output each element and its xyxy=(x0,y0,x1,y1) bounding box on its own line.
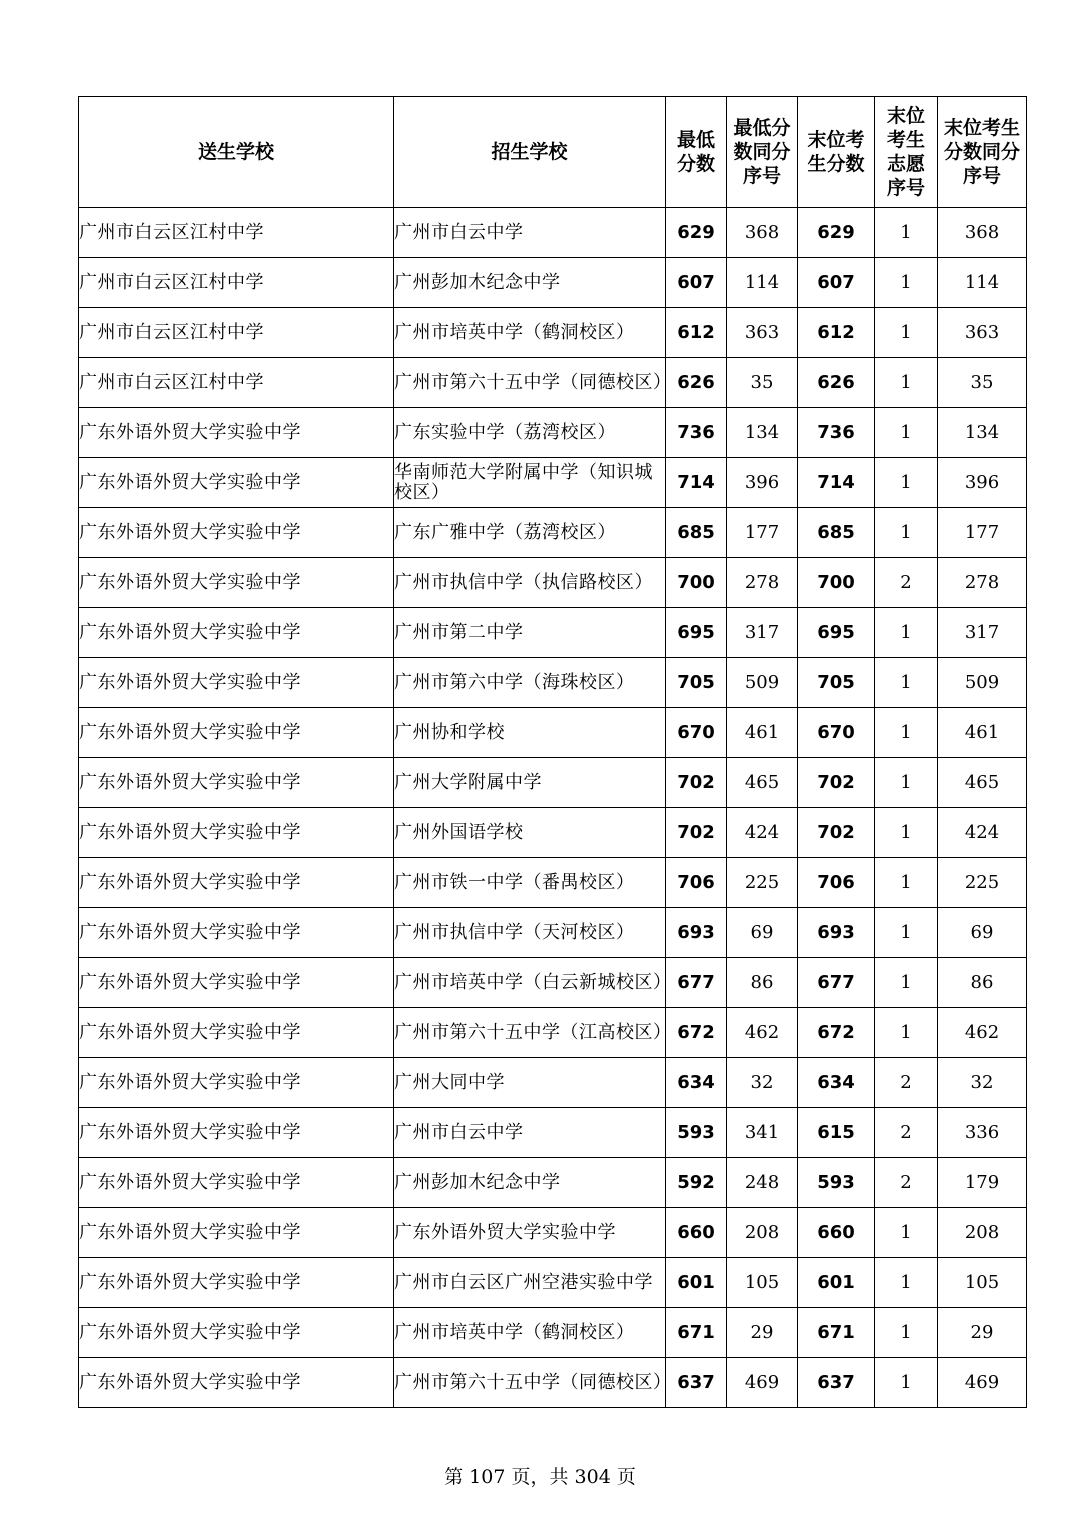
cell-sender-school: 广东外语外贸大学实验中学 xyxy=(79,1008,394,1058)
cell-sender-school: 广东外语外贸大学实验中学 xyxy=(79,508,394,558)
cell-min-score-rank: 317 xyxy=(727,608,798,658)
cell-last-preference: 1 xyxy=(875,708,938,758)
cell-last-score: 629 xyxy=(798,208,875,258)
table-row xyxy=(79,408,1027,458)
cell-min-score-rank: 208 xyxy=(727,1208,798,1258)
cell-last-score: 700 xyxy=(798,558,875,608)
cell-last-score: 607 xyxy=(798,258,875,308)
cell-recruiting-school: 广州市培英中学（白云新城校区） xyxy=(394,958,666,1008)
cell-recruiting-school: 广州外国语学校 xyxy=(394,808,666,858)
cell-recruiting-school: 广州市第六十五中学（同德校区） xyxy=(394,1358,666,1408)
cell-last-preference: 1 xyxy=(875,658,938,708)
cell-min-score: 705 xyxy=(666,658,727,708)
cell-last-preference: 1 xyxy=(875,1258,938,1308)
table-row xyxy=(79,658,1027,708)
cell-min-score-rank: 509 xyxy=(727,658,798,708)
cell-recruiting-school: 广州市白云中学 xyxy=(394,1108,666,1158)
cell-last-score: 615 xyxy=(798,1108,875,1158)
cell-min-score: 660 xyxy=(666,1208,727,1258)
cell-min-score-rank: 29 xyxy=(727,1308,798,1358)
cell-last-preference: 1 xyxy=(875,208,938,258)
cell-min-score-rank: 177 xyxy=(727,508,798,558)
cell-last-score-rank: 29 xyxy=(938,1308,1027,1358)
table-row xyxy=(79,708,1027,758)
cell-last-score: 677 xyxy=(798,958,875,1008)
cell-recruiting-school: 广东实验中学（荔湾校区） xyxy=(394,408,666,458)
cell-min-score: 612 xyxy=(666,308,727,358)
cell-recruiting-school: 华南师范大学附属中学（知识城校区） xyxy=(394,458,666,508)
table-row xyxy=(79,258,1027,308)
cell-last-score: 671 xyxy=(798,1308,875,1358)
cell-recruiting-school: 广州大同中学 xyxy=(394,1058,666,1108)
cell-min-score: 629 xyxy=(666,208,727,258)
cell-last-score-rank: 179 xyxy=(938,1158,1027,1208)
cell-recruiting-school: 广州市执信中学（天河校区） xyxy=(394,908,666,958)
cell-last-score-rank: 105 xyxy=(938,1258,1027,1308)
cell-last-preference: 1 xyxy=(875,258,938,308)
cell-min-score-rank: 134 xyxy=(727,408,798,458)
header-min-score: 最低分数 xyxy=(666,97,727,208)
cell-last-score: 702 xyxy=(798,758,875,808)
cell-last-score-rank: 363 xyxy=(938,308,1027,358)
cell-recruiting-school: 广州市第六中学（海珠校区） xyxy=(394,658,666,708)
cell-min-score: 670 xyxy=(666,708,727,758)
cell-last-score: 685 xyxy=(798,508,875,558)
table-row xyxy=(79,1108,1027,1158)
cell-last-preference: 2 xyxy=(875,1108,938,1158)
table-row xyxy=(79,858,1027,908)
cell-sender-school: 广东外语外贸大学实验中学 xyxy=(79,608,394,658)
cell-min-score: 695 xyxy=(666,608,727,658)
cell-last-preference: 1 xyxy=(875,1208,938,1258)
cell-sender-school: 广东外语外贸大学实验中学 xyxy=(79,908,394,958)
table-row xyxy=(79,758,1027,808)
cell-last-preference: 1 xyxy=(875,1308,938,1358)
cell-recruiting-school: 广州大学附属中学 xyxy=(394,758,666,808)
cell-last-score: 626 xyxy=(798,358,875,408)
cell-sender-school: 广东外语外贸大学实验中学 xyxy=(79,1058,394,1108)
cell-sender-school: 广东外语外贸大学实验中学 xyxy=(79,1308,394,1358)
cell-sender-school: 广东外语外贸大学实验中学 xyxy=(79,458,394,508)
page-footer: 第 107 页，共 304 页 xyxy=(444,1466,636,1488)
cell-last-score-rank: 424 xyxy=(938,808,1027,858)
cell-sender-school: 广州市白云区江村中学 xyxy=(79,358,394,408)
cell-last-preference: 2 xyxy=(875,1058,938,1108)
cell-min-score: 700 xyxy=(666,558,727,608)
cell-min-score: 702 xyxy=(666,758,727,808)
cell-last-preference: 1 xyxy=(875,1008,938,1058)
cell-min-score: 702 xyxy=(666,808,727,858)
cell-min-score: 607 xyxy=(666,258,727,308)
cell-min-score-rank: 341 xyxy=(727,1108,798,1158)
cell-min-score-rank: 278 xyxy=(727,558,798,608)
cell-min-score-rank: 396 xyxy=(727,458,798,508)
cell-min-score: 706 xyxy=(666,858,727,908)
cell-last-preference: 1 xyxy=(875,808,938,858)
cell-last-score-rank: 225 xyxy=(938,858,1027,908)
header-sender-school: 送生学校 xyxy=(79,97,394,208)
cell-min-score: 672 xyxy=(666,1008,727,1058)
table-row xyxy=(79,1358,1027,1408)
table-row xyxy=(79,1158,1027,1208)
cell-min-score-rank: 35 xyxy=(727,358,798,408)
header-min-score-rank: 最低分数同分序号 xyxy=(727,97,798,208)
cell-last-preference: 1 xyxy=(875,1358,938,1408)
cell-min-score-rank: 363 xyxy=(727,308,798,358)
cell-min-score-rank: 248 xyxy=(727,1158,798,1208)
table-row xyxy=(79,1208,1027,1258)
cell-last-score-rank: 69 xyxy=(938,908,1027,958)
cell-recruiting-school: 广州协和学校 xyxy=(394,708,666,758)
cell-last-preference: 1 xyxy=(875,408,938,458)
table-body xyxy=(79,208,1027,1408)
cell-min-score-rank: 86 xyxy=(727,958,798,1008)
table-row xyxy=(79,608,1027,658)
cell-last-score: 695 xyxy=(798,608,875,658)
cell-min-score-rank: 424 xyxy=(727,808,798,858)
table-row xyxy=(79,358,1027,408)
cell-min-score-rank: 114 xyxy=(727,258,798,308)
cell-sender-school: 广东外语外贸大学实验中学 xyxy=(79,658,394,708)
cell-min-score-rank: 225 xyxy=(727,858,798,908)
cell-min-score-rank: 462 xyxy=(727,1008,798,1058)
table-row xyxy=(79,508,1027,558)
cell-last-score-rank: 396 xyxy=(938,458,1027,508)
cell-sender-school: 广东外语外贸大学实验中学 xyxy=(79,408,394,458)
cell-recruiting-school: 广州市第六十五中学（江高校区） xyxy=(394,1008,666,1058)
cell-last-score-rank: 509 xyxy=(938,658,1027,708)
cell-last-preference: 1 xyxy=(875,608,938,658)
cell-sender-school: 广州市白云区江村中学 xyxy=(79,208,394,258)
cell-last-score-rank: 32 xyxy=(938,1058,1027,1108)
cell-last-score: 634 xyxy=(798,1058,875,1108)
cell-min-score-rank: 469 xyxy=(727,1358,798,1408)
cell-last-score-rank: 86 xyxy=(938,958,1027,1008)
header-last-preference: 末位考生志愿序号 xyxy=(875,97,938,208)
cell-sender-school: 广东外语外贸大学实验中学 xyxy=(79,1208,394,1258)
cell-last-score-rank: 278 xyxy=(938,558,1027,608)
table-row xyxy=(79,808,1027,858)
cell-sender-school: 广东外语外贸大学实验中学 xyxy=(79,758,394,808)
cell-sender-school: 广东外语外贸大学实验中学 xyxy=(79,558,394,608)
cell-recruiting-school: 广州市铁一中学（番禺校区） xyxy=(394,858,666,908)
cell-min-score-rank: 465 xyxy=(727,758,798,808)
cell-last-score: 612 xyxy=(798,308,875,358)
cell-sender-school: 广东外语外贸大学实验中学 xyxy=(79,958,394,1008)
header-recruiting-school: 招生学校 xyxy=(394,97,666,208)
cell-recruiting-school: 广州市第二中学 xyxy=(394,608,666,658)
cell-recruiting-school: 广州市执信中学（执信路校区） xyxy=(394,558,666,608)
cell-sender-school: 广州市白云区江村中学 xyxy=(79,258,394,308)
table-row xyxy=(79,1058,1027,1108)
cell-min-score-rank: 32 xyxy=(727,1058,798,1108)
admission-score-table xyxy=(78,96,1027,1408)
cell-last-score: 736 xyxy=(798,408,875,458)
cell-last-score: 693 xyxy=(798,908,875,958)
cell-last-score-rank: 35 xyxy=(938,358,1027,408)
table-row xyxy=(79,1008,1027,1058)
cell-last-score: 593 xyxy=(798,1158,875,1208)
table-header-row xyxy=(79,97,1027,208)
cell-sender-school: 广州市白云区江村中学 xyxy=(79,308,394,358)
cell-last-score: 672 xyxy=(798,1008,875,1058)
cell-last-preference: 1 xyxy=(875,508,938,558)
table-row xyxy=(79,1258,1027,1308)
cell-sender-school: 广东外语外贸大学实验中学 xyxy=(79,808,394,858)
cell-last-preference: 1 xyxy=(875,858,938,908)
cell-last-score-rank: 469 xyxy=(938,1358,1027,1408)
cell-recruiting-school: 广东广雅中学（荔湾校区） xyxy=(394,508,666,558)
cell-min-score: 626 xyxy=(666,358,727,408)
table-row xyxy=(79,308,1027,358)
cell-sender-school: 广东外语外贸大学实验中学 xyxy=(79,858,394,908)
table-row xyxy=(79,1308,1027,1358)
cell-last-score: 660 xyxy=(798,1208,875,1258)
cell-min-score-rank: 105 xyxy=(727,1258,798,1308)
cell-last-score-rank: 461 xyxy=(938,708,1027,758)
cell-min-score: 593 xyxy=(666,1108,727,1158)
cell-min-score-rank: 368 xyxy=(727,208,798,258)
cell-last-score-rank: 208 xyxy=(938,1208,1027,1258)
cell-last-score-rank: 317 xyxy=(938,608,1027,658)
table-row xyxy=(79,458,1027,508)
cell-last-score-rank: 336 xyxy=(938,1108,1027,1158)
cell-recruiting-school: 广州市白云区广州空港实验中学 xyxy=(394,1258,666,1308)
table-row xyxy=(79,958,1027,1008)
cell-last-preference: 2 xyxy=(875,1158,938,1208)
cell-min-score: 685 xyxy=(666,508,727,558)
cell-min-score: 592 xyxy=(666,1158,727,1208)
cell-last-preference: 1 xyxy=(875,958,938,1008)
cell-last-score: 705 xyxy=(798,658,875,708)
cell-last-score-rank: 368 xyxy=(938,208,1027,258)
cell-last-score: 706 xyxy=(798,858,875,908)
cell-last-score-rank: 462 xyxy=(938,1008,1027,1058)
header-last-score-rank: 末位考生分数同分序号 xyxy=(938,97,1027,208)
cell-last-preference: 1 xyxy=(875,758,938,808)
table-row xyxy=(79,908,1027,958)
cell-recruiting-school: 广州市培英中学（鹤洞校区） xyxy=(394,1308,666,1358)
cell-min-score-rank: 461 xyxy=(727,708,798,758)
cell-last-score: 702 xyxy=(798,808,875,858)
cell-last-score: 601 xyxy=(798,1258,875,1308)
cell-last-score-rank: 114 xyxy=(938,258,1027,308)
cell-last-score: 637 xyxy=(798,1358,875,1408)
cell-last-preference: 1 xyxy=(875,308,938,358)
cell-last-preference: 1 xyxy=(875,458,938,508)
cell-recruiting-school: 广州彭加木纪念中学 xyxy=(394,1158,666,1208)
cell-min-score: 601 xyxy=(666,1258,727,1308)
cell-recruiting-school: 广州市白云中学 xyxy=(394,208,666,258)
cell-sender-school: 广东外语外贸大学实验中学 xyxy=(79,1358,394,1408)
cell-sender-school: 广东外语外贸大学实验中学 xyxy=(79,1108,394,1158)
cell-last-score-rank: 134 xyxy=(938,408,1027,458)
cell-last-preference: 1 xyxy=(875,908,938,958)
cell-recruiting-school: 广州彭加木纪念中学 xyxy=(394,258,666,308)
cell-last-score-rank: 465 xyxy=(938,758,1027,808)
cell-min-score: 671 xyxy=(666,1308,727,1358)
cell-min-score: 637 xyxy=(666,1358,727,1408)
cell-last-score-rank: 177 xyxy=(938,508,1027,558)
cell-last-preference: 2 xyxy=(875,558,938,608)
table-row xyxy=(79,208,1027,258)
cell-last-preference: 1 xyxy=(875,358,938,408)
cell-sender-school: 广东外语外贸大学实验中学 xyxy=(79,1158,394,1208)
cell-recruiting-school: 广州市培英中学（鹤洞校区） xyxy=(394,308,666,358)
table-row xyxy=(79,558,1027,608)
cell-min-score: 736 xyxy=(666,408,727,458)
cell-sender-school: 广东外语外贸大学实验中学 xyxy=(79,708,394,758)
cell-min-score: 714 xyxy=(666,458,727,508)
cell-min-score: 693 xyxy=(666,908,727,958)
cell-last-score: 670 xyxy=(798,708,875,758)
cell-min-score: 634 xyxy=(666,1058,727,1108)
cell-last-score: 714 xyxy=(798,458,875,508)
header-last-score: 末位考生分数 xyxy=(798,97,875,208)
cell-min-score-rank: 69 xyxy=(727,908,798,958)
cell-recruiting-school: 广州市第六十五中学（同德校区） xyxy=(394,358,666,408)
cell-min-score: 677 xyxy=(666,958,727,1008)
cell-sender-school: 广东外语外贸大学实验中学 xyxy=(79,1258,394,1308)
cell-recruiting-school: 广东外语外贸大学实验中学 xyxy=(394,1208,666,1258)
